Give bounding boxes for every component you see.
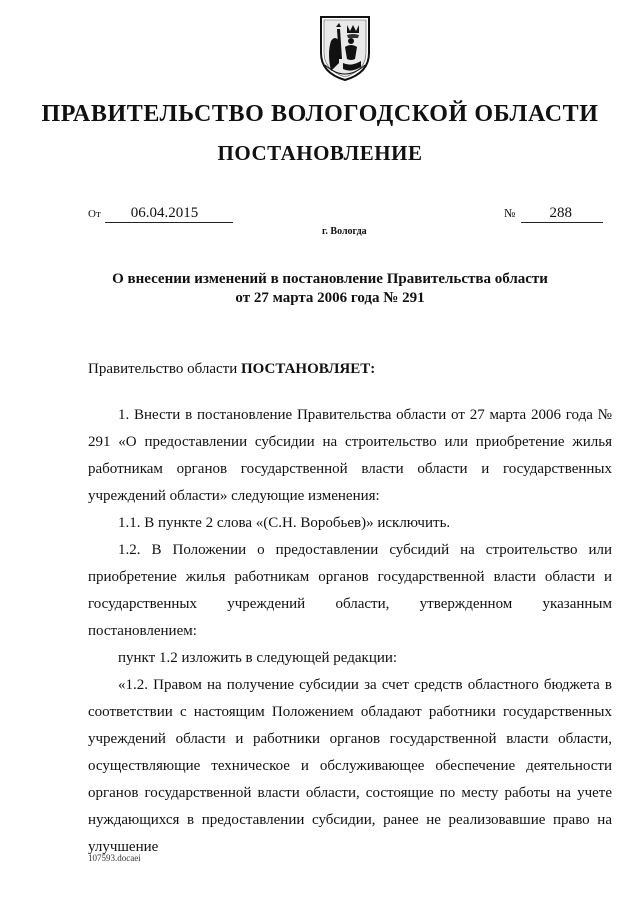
- date-label: От: [88, 208, 101, 220]
- paragraph: «1.2. Правом на получение субсидии за счет средств областного бюджета в соответствии с настоящим Положением обладают работники государственных учреждений области и работники органов государственной власти области, осуществляющие техническое и обслуживающее обеспечение деятельности органов государственной власти области, состоящие по месту работы на учете нуждающихся в предоставлении субсидии, ранее не реализовавшие право на улучшение: [88, 677, 612, 855]
- document-subject: [100, 270, 560, 308]
- number-label: №: [504, 206, 516, 220]
- subject-line: от 27 марта 2006 года № 291: [235, 290, 425, 306]
- subject-line: О внесении изменений в постановление Правительства области: [112, 271, 548, 287]
- number-value: 288: [521, 205, 603, 223]
- paragraph: 1. Внести в постановление Правительства области от 27 марта 2006 года № 291 «О предоставлении субсидии на строительство или приобретение жилья работникам органов государственной власти области и государственных учреждений области» следующие изменения:: [88, 407, 612, 504]
- document-body: [88, 402, 612, 861]
- document-type: ПОСТАНОВЛЕНИЕ: [217, 141, 423, 165]
- government-title: ПРАВИТЕЛЬСТВО ВОЛОГОДСКОЙ ОБЛАСТИ: [41, 101, 599, 127]
- preamble: [88, 361, 375, 378]
- paragraph: 1.1. В пункте 2 слова «(С.Н. Воробьев)» исключить.: [118, 515, 451, 531]
- decree-word: ПОСТАНОВЛЯЕТ:: [240, 361, 376, 377]
- date-value: 06.04.2015: [105, 205, 233, 223]
- document-number: [504, 205, 603, 223]
- paragraph: 1.2. В Положении о предоставлении субсидий на строительство или приобретение жилья работникам органов государственной власти области и государственных учреждений области, утвержденном указанным постановлением:: [88, 542, 612, 639]
- city-name: г. Вологда: [322, 226, 367, 237]
- document-date: [88, 205, 233, 223]
- paragraph: пункт 1.2 изложить в следующей редакции:: [118, 650, 398, 666]
- coat-of-arms-icon: [317, 13, 373, 83]
- preamble-text: Правительство области: [88, 361, 241, 377]
- file-name: 107593.docaei: [88, 853, 141, 863]
